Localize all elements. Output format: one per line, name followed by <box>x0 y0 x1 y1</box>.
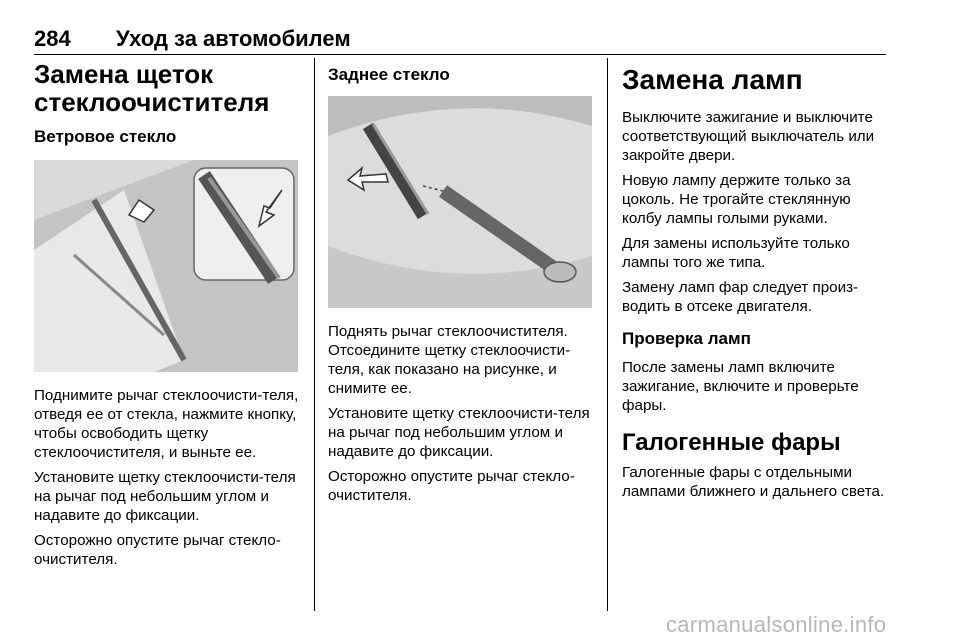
watermark: carmanualsonline.info <box>666 612 887 637</box>
subsection-title-windshield: Ветровое стекло <box>34 127 177 146</box>
running-title: Уход за автомобилем <box>116 26 351 51</box>
paragraph-rear-1: Поднять рычаг стеклоочистителя. Отсоедините щетку стеклоочисти-теля, как показано на рисунке, и снимите ее. <box>328 323 571 397</box>
paragraph-halogen-1: Галогенные фары с отдельными лампами ближнего и дальнего света. <box>622 464 885 500</box>
paragraph-windshield-3: Осторожно опустите рычаг стекло-очистителя. <box>34 532 281 568</box>
paragraph-windshield-2: Установите щетку стеклоочисти-теля на рычаг под небольшим углом и надавите до фиксации. <box>34 469 296 524</box>
paragraph-bulbs-4: Замену ламп фар следует произ-водить в отсеке двигателя. <box>622 279 859 315</box>
paragraph-windshield-1: Поднимите рычаг стеклоочисти-теля, отведя ее от стекла, нажмите кнопку, чтобы освободить щетку стеклоочистителя, и выньте ее. <box>34 387 299 461</box>
column-1 <box>34 60 302 575</box>
page-number: 284 <box>34 26 71 51</box>
paragraph-bulbs-1: Выключите зажигание и выключите соответствующий выключатель или закройте двери. <box>622 109 875 164</box>
paragraph-rear-3: Осторожно опустите рычаг стекло-очистителя. <box>328 468 575 504</box>
paragraph-bulbs-3: Для замены используйте только лампы того же типа. <box>622 235 850 271</box>
column-2 <box>328 60 594 511</box>
column-divider-1 <box>314 58 315 611</box>
section-title-wiper <box>34 60 302 116</box>
section-title-halogen: Галогенные фары <box>622 429 841 456</box>
rear-wiper-illustration <box>328 96 592 308</box>
paragraph-rear-2: Установите щетку стеклоочисти-теля на рычаг под небольшим углом и надавите до фиксации. <box>328 405 590 460</box>
section-title-line-1: Замена щеток <box>34 59 214 89</box>
section-title-line-2: стеклоочистителя <box>34 87 270 117</box>
windshield-wiper-illustration <box>34 160 298 372</box>
subsection-title-rear-window: Заднее стекло <box>328 65 450 84</box>
page-header <box>34 24 886 55</box>
column-3 <box>622 60 892 507</box>
paragraph-bulb-check-1: После замены ламп включите зажигание, включите и проверьте фары. <box>622 359 859 414</box>
paragraph-bulbs-2: Новую лампу держите только за цоколь. Не трогайте стеклянную колбу лампы голыми руками. <box>622 172 851 227</box>
column-divider-2 <box>607 58 608 611</box>
subsection-title-bulb-check: Проверка ламп <box>622 329 751 348</box>
section-title-bulbs: Замена ламп <box>622 64 803 95</box>
